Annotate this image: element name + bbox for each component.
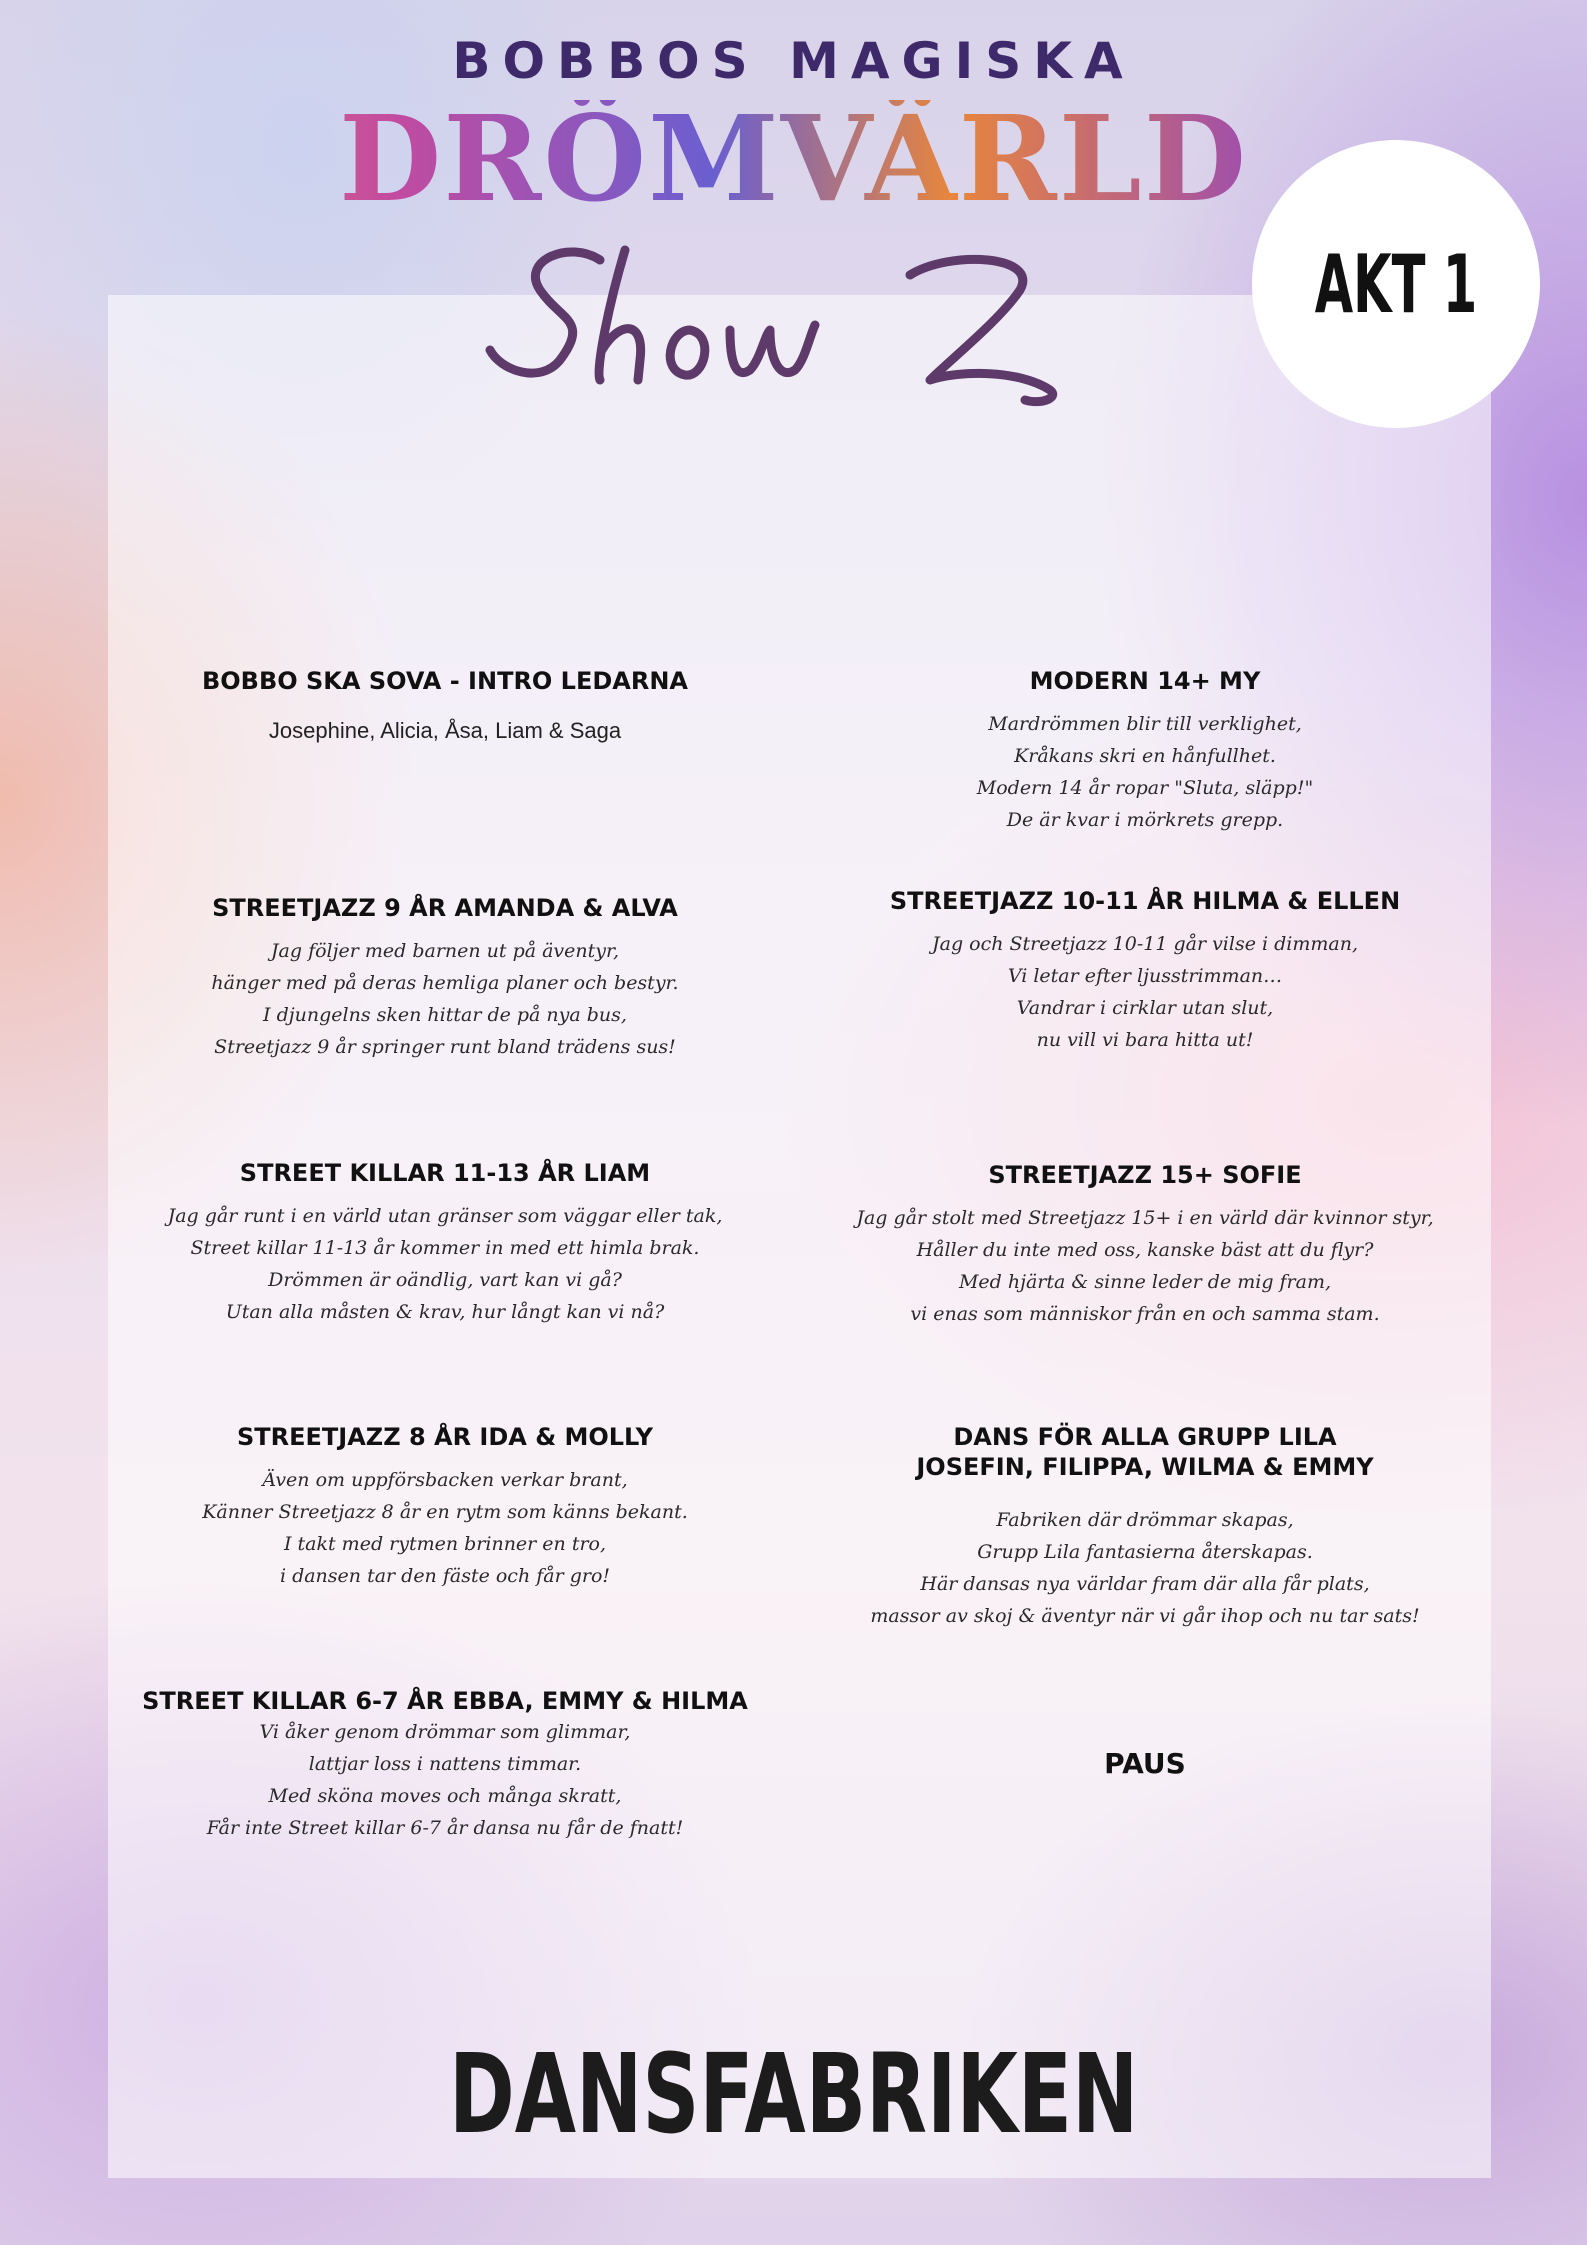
verse-line: nu vill vi bara hitta ut! [1036,1029,1254,1051]
act-verse [130,1716,760,1844]
act-street-killar-6-7 [130,1686,760,1844]
verse-line: Utan alla måsten & krav, hur långt kan vi nå? [225,1301,665,1323]
verse-line: Vandrar i cirklar utan slut, [1016,997,1274,1019]
verse-line: I takt med rytmen brinner en tro, [283,1533,607,1555]
act-modern-14 [830,666,1460,836]
verse-line: Grupp Lila fantasierna återskapas. [977,1541,1313,1563]
verse-line: lattjar loss i nattens timmar. [308,1753,582,1775]
act-performers: Josephine, Alicia, Åsa, Liam & Saga [268,718,622,743]
act-streetjazz-10-11 [830,886,1460,1056]
act-title: STREET KILLAR 11-13 ÅR LIAM [239,1159,651,1187]
main-title-text: DRÖMVÄRLD [338,89,1249,228]
act-badge [1252,140,1540,428]
brand-logo-text: DANSFABRIKEN [448,2030,1139,2158]
act-streetjazz-9 [130,893,760,1063]
act-verse [830,1504,1460,1632]
act-verse [130,935,760,1063]
verse-line: Känner Streetjazz 8 år en rytm som känns bekant. [202,1501,688,1523]
act-paus [830,1749,1460,1779]
verse-line: Får inte Street killar 6-7 år dansa nu får de fnatt! [206,1817,684,1839]
kicker-title: BOBBOS MAGISKA [452,32,1135,90]
verse-line: Vi åker genom drömmar som glimmar, [259,1721,631,1743]
act-title: STREETJAZZ 10-11 ÅR HILMA & ELLEN [889,887,1401,915]
act-verse [830,1202,1460,1330]
act-badge-label: AKT 1 [1314,237,1478,331]
act-title: PAUS [1104,1747,1186,1780]
verse-line: Mardrömmen blir till verklighet, [988,713,1302,735]
act-verse [830,708,1460,836]
act-title: DANS FÖR ALLA GRUPP LILA [953,1423,1337,1451]
act-dans-for-alla-lila [830,1422,1460,1632]
act-title: STREETJAZZ 15+ SOFIE [988,1161,1302,1189]
verse-line: i dansen tar den fäste och får gro! [279,1565,611,1587]
verse-line: Håller du inte med oss, kanske bäst att du flyr? [916,1239,1374,1261]
verse-line: Jag och Streetjazz 10-11 går vilse i dimman, [932,933,1358,955]
act-title: BOBBO SKA SOVA - INTRO LEDARNA [201,667,689,695]
verse-line: massor av skoj & äventyr när vi går ihop och nu tar sats! [870,1605,1420,1627]
act-streetjazz-15 [830,1160,1460,1330]
act-verse [130,1200,760,1328]
verse-line: Med sköna moves och många skratt, [268,1785,622,1807]
verse-line: Vi letar efter ljusstrimman… [1007,965,1283,987]
verse-line: Street killar 11-13 år kommer in med ett himla brak. [190,1237,700,1259]
show-2-script-title [480,220,1080,420]
verse-line: Med hjärta & sinne leder de mig fram, [958,1271,1332,1293]
act-title: STREET KILLAR 6-7 ÅR EBBA, EMMY & HILMA [142,1687,748,1715]
act-subtitle: JOSEFIN, FILIPPA, WILMA & EMMY [916,1453,1374,1481]
verse-line: Fabriken där drömmar skapas, [996,1509,1294,1531]
verse-line: Streetjazz 9 år springer runt bland trädens sus! [214,1036,676,1058]
act-title: MODERN 14+ MY [1029,667,1261,695]
act-verse [130,1464,760,1592]
verse-line: I djungelns sken hittar de på nya bus, [263,1004,627,1026]
act-title: STREETJAZZ 9 ÅR AMANDA & ALVA [212,894,678,922]
act-street-killar-11-13 [130,1158,760,1328]
act-streetjazz-8 [130,1422,760,1592]
verse-line: Här dansas nya världar fram där alla får plats, [920,1573,1370,1595]
verse-line: Jag går runt i en värld utan gränser som väggar eller tak, [167,1205,723,1227]
act-title: STREETJAZZ 8 ÅR IDA & MOLLY [236,1423,653,1451]
verse-line: Även om uppförsbacken verkar brant, [262,1469,628,1491]
verse-line: Jag går stolt med Streetjazz 15+ i en värld där kvinnor styr, [856,1207,1434,1229]
verse-line: Drömmen är oändlig, vart kan vi gå? [268,1269,622,1291]
verse-line: vi enas som människor från en och samma stam. [910,1303,1380,1325]
verse-line: hänger med på deras hemliga planer och bestyr. [211,972,679,994]
act-verse [830,928,1460,1056]
verse-line: Kråkans skri en hånfullhet. [1014,745,1276,767]
verse-line: Jag följer med barnen ut på äventyr, [270,940,620,962]
verse-line: Modern 14 år ropar "Sluta, släpp!" [976,777,1314,799]
act-intro [130,666,760,744]
verse-line: De är kvar i mörkrets grepp. [1006,809,1284,831]
footer-brand [0,2030,1587,2158]
